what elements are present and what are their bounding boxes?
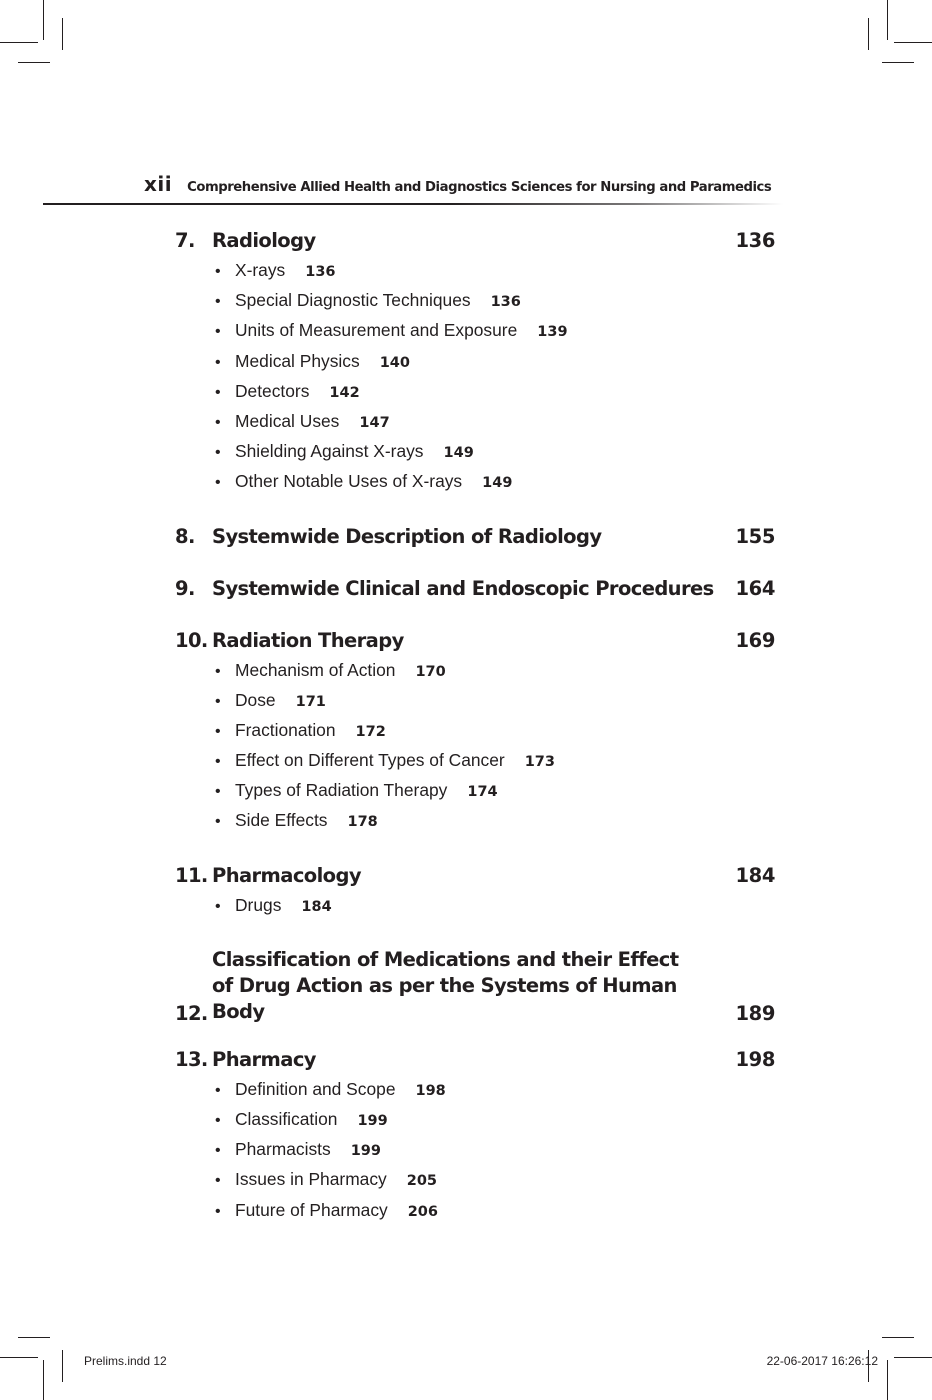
- running-head: [144, 172, 771, 196]
- topic-label: Detectors: [235, 380, 310, 401]
- bullet-icon: •: [215, 474, 221, 492]
- chapter-title-line: Systemwide Description of Radiology: [212, 524, 602, 548]
- toc-chapter: [175, 628, 775, 841]
- chapter-number: 12.: [175, 1001, 208, 1025]
- topic-page-number: 173: [524, 754, 555, 771]
- toc-chapter: [175, 576, 775, 606]
- topic-page-number: 172: [355, 723, 386, 740]
- topic-item: [215, 441, 775, 471]
- topic-page-number: 170: [415, 663, 446, 680]
- bullet-icon: •: [215, 413, 221, 431]
- topic-label: Dose: [235, 689, 276, 710]
- topic-label: Medical Physics: [235, 350, 360, 371]
- topic-item: [215, 1200, 775, 1230]
- crop-mark: [62, 18, 63, 50]
- chapter-number: 11.: [175, 863, 208, 887]
- bullet-icon: •: [215, 353, 221, 371]
- topic-page-number: 140: [379, 354, 410, 371]
- topic-page-number: 198: [415, 1082, 446, 1099]
- chapter-heading: [175, 524, 775, 554]
- topic-label: Effect on Different Types of Cancer: [235, 750, 505, 771]
- crop-mark: [868, 18, 869, 50]
- topic-page-number: 199: [350, 1143, 381, 1160]
- slug-timestamp: 22-06-2017 16:26:12: [766, 1354, 878, 1368]
- topic-item: [215, 810, 775, 840]
- topic-label: X-rays: [235, 260, 286, 280]
- bullet-icon: •: [215, 897, 221, 915]
- chapter-page-number: 198: [735, 1047, 775, 1071]
- topic-list: [175, 895, 775, 925]
- chapter-heading: [175, 947, 775, 1025]
- topic-list: [175, 1079, 775, 1230]
- topic-page-number: 205: [406, 1173, 438, 1190]
- crop-mark: [887, 1360, 888, 1400]
- bullet-icon: •: [215, 753, 221, 771]
- topic-page-number: 136: [490, 294, 521, 311]
- bullet-icon: •: [215, 444, 221, 462]
- topic-page-number: 136: [305, 264, 336, 280]
- topic-list: [175, 260, 775, 502]
- toc-chapter: [175, 947, 775, 1025]
- chapter-heading: [175, 863, 775, 893]
- chapter-page-number: 164: [735, 576, 775, 600]
- crop-mark: [887, 0, 888, 40]
- chapter-title: [212, 228, 735, 254]
- crop-mark: [43, 0, 44, 40]
- bullet-icon: •: [215, 383, 221, 401]
- chapter-title: [212, 1047, 735, 1073]
- chapter-title: [212, 947, 735, 1025]
- chapter-number: 9.: [175, 576, 195, 600]
- toc-chapter: [175, 524, 775, 554]
- topic-item: [215, 1139, 775, 1169]
- topic-item: [215, 1109, 775, 1139]
- topic-label: Shielding Against X-rays: [235, 441, 424, 462]
- topic-item: [215, 320, 775, 350]
- topic-item: [215, 690, 775, 720]
- topic-item: [215, 260, 775, 290]
- crop-mark: [43, 1360, 44, 1400]
- topic-label: Fractionation: [235, 719, 336, 740]
- topic-page-number: 178: [347, 814, 378, 831]
- chapter-number: 8.: [175, 524, 195, 548]
- topic-label: Pharmacists: [235, 1139, 331, 1160]
- table-of-contents: [175, 228, 775, 1252]
- crop-mark: [882, 1337, 914, 1338]
- topic-label: Issues in Pharmacy: [235, 1169, 387, 1190]
- topic-list: [175, 660, 775, 841]
- chapter-title-line: Classification of Medications and their Effect: [212, 947, 679, 971]
- topic-page-number: 206: [407, 1203, 438, 1220]
- bullet-icon: •: [215, 1142, 221, 1160]
- chapter-title-line: Pharmacology: [212, 863, 361, 887]
- crop-mark: [894, 42, 932, 43]
- bullet-icon: •: [215, 1112, 221, 1129]
- chapter-page-number: 189: [735, 1001, 775, 1025]
- topic-label: Classification: [235, 1109, 338, 1129]
- topic-page-number: 171: [295, 693, 326, 710]
- topic-page-number: 139: [537, 324, 568, 341]
- topic-label: Special Diagnostic Techniques: [235, 290, 471, 311]
- chapter-heading: [175, 228, 775, 258]
- bullet-icon: •: [215, 323, 221, 341]
- topic-item: [215, 1169, 775, 1199]
- chapter-page-number: 184: [735, 863, 775, 887]
- topic-label: Units of Measurement and Exposure: [235, 320, 518, 341]
- bullet-icon: •: [215, 813, 221, 831]
- chapter-title: [212, 576, 735, 602]
- topic-label: Other Notable Uses of X-rays: [235, 471, 463, 492]
- chapter-title-line: of Drug Action as per the Systems of Human Body: [212, 973, 677, 1023]
- crop-mark: [882, 62, 914, 63]
- chapter-title-line: Systemwide Clinical and Endoscopic Procedures: [212, 576, 714, 600]
- topic-item: [215, 780, 775, 810]
- topic-item: [215, 381, 775, 411]
- chapter-heading: [175, 628, 775, 658]
- topic-page-number: 142: [329, 384, 360, 401]
- bullet-icon: •: [215, 1202, 221, 1220]
- bullet-icon: •: [215, 293, 221, 311]
- slug-file-info: Prelims.indd 12: [84, 1354, 167, 1368]
- topic-item: [215, 411, 775, 441]
- chapter-title-line: Radiology: [212, 229, 316, 252]
- crop-mark: [0, 42, 38, 43]
- chapter-number: 7.: [175, 229, 195, 252]
- crop-mark: [62, 1350, 63, 1382]
- topic-item: [215, 1079, 775, 1109]
- book-title: Comprehensive Allied Health and Diagnostics Sciences for Nursing and Paramedics: [187, 180, 772, 195]
- topic-label: Drugs: [235, 894, 282, 915]
- chapter-page-number: 155: [735, 524, 775, 548]
- bullet-icon: •: [215, 1081, 221, 1099]
- chapter-title-line: Pharmacy: [212, 1047, 316, 1071]
- topic-item: [215, 895, 775, 925]
- topic-label: Types of Radiation Therapy: [235, 780, 448, 801]
- topic-page-number: 147: [359, 414, 390, 431]
- chapter-title: [212, 863, 735, 889]
- toc-chapter: [175, 228, 775, 502]
- topic-page-number: 149: [482, 475, 513, 492]
- crop-mark: [18, 1337, 50, 1338]
- chapter-title: [212, 628, 735, 654]
- topic-page-number: 184: [301, 898, 332, 915]
- bullet-icon: •: [215, 722, 221, 740]
- page-folio: xii: [144, 172, 173, 196]
- topic-page-number: 174: [467, 784, 498, 801]
- bullet-icon: •: [215, 783, 221, 801]
- topic-item: [215, 471, 775, 501]
- topic-label: Mechanism of Action: [235, 659, 396, 680]
- crop-mark: [18, 62, 50, 63]
- chapter-title-line: Radiation Therapy: [212, 628, 404, 652]
- toc-chapter: [175, 1047, 775, 1230]
- chapter-page-number: 169: [735, 628, 775, 652]
- topic-item: [215, 750, 775, 780]
- topic-item: [215, 290, 775, 320]
- topic-page-number: 199: [357, 1113, 388, 1129]
- chapter-heading: [175, 1047, 775, 1077]
- chapter-number: 10.: [175, 628, 208, 652]
- chapter-page-number: 136: [735, 229, 775, 252]
- bullet-icon: •: [215, 1172, 221, 1190]
- chapter-title: [212, 524, 735, 550]
- topic-item: [215, 351, 775, 381]
- topic-item: [215, 660, 775, 690]
- bullet-icon: •: [215, 692, 221, 710]
- crop-mark: [0, 1357, 38, 1358]
- chapter-number: 13.: [175, 1047, 208, 1071]
- topic-label: Side Effects: [235, 810, 328, 831]
- header-rule: [43, 203, 783, 205]
- toc-chapter: [175, 863, 775, 925]
- bullet-icon: •: [215, 263, 221, 280]
- crop-mark: [894, 1357, 932, 1358]
- topic-label: Medical Uses: [235, 410, 340, 431]
- topic-label: Definition and Scope: [235, 1078, 396, 1099]
- chapter-heading: [175, 576, 775, 606]
- topic-label: Future of Pharmacy: [235, 1199, 388, 1220]
- bullet-icon: •: [215, 662, 221, 680]
- topic-item: [215, 720, 775, 750]
- topic-page-number: 149: [443, 445, 474, 462]
